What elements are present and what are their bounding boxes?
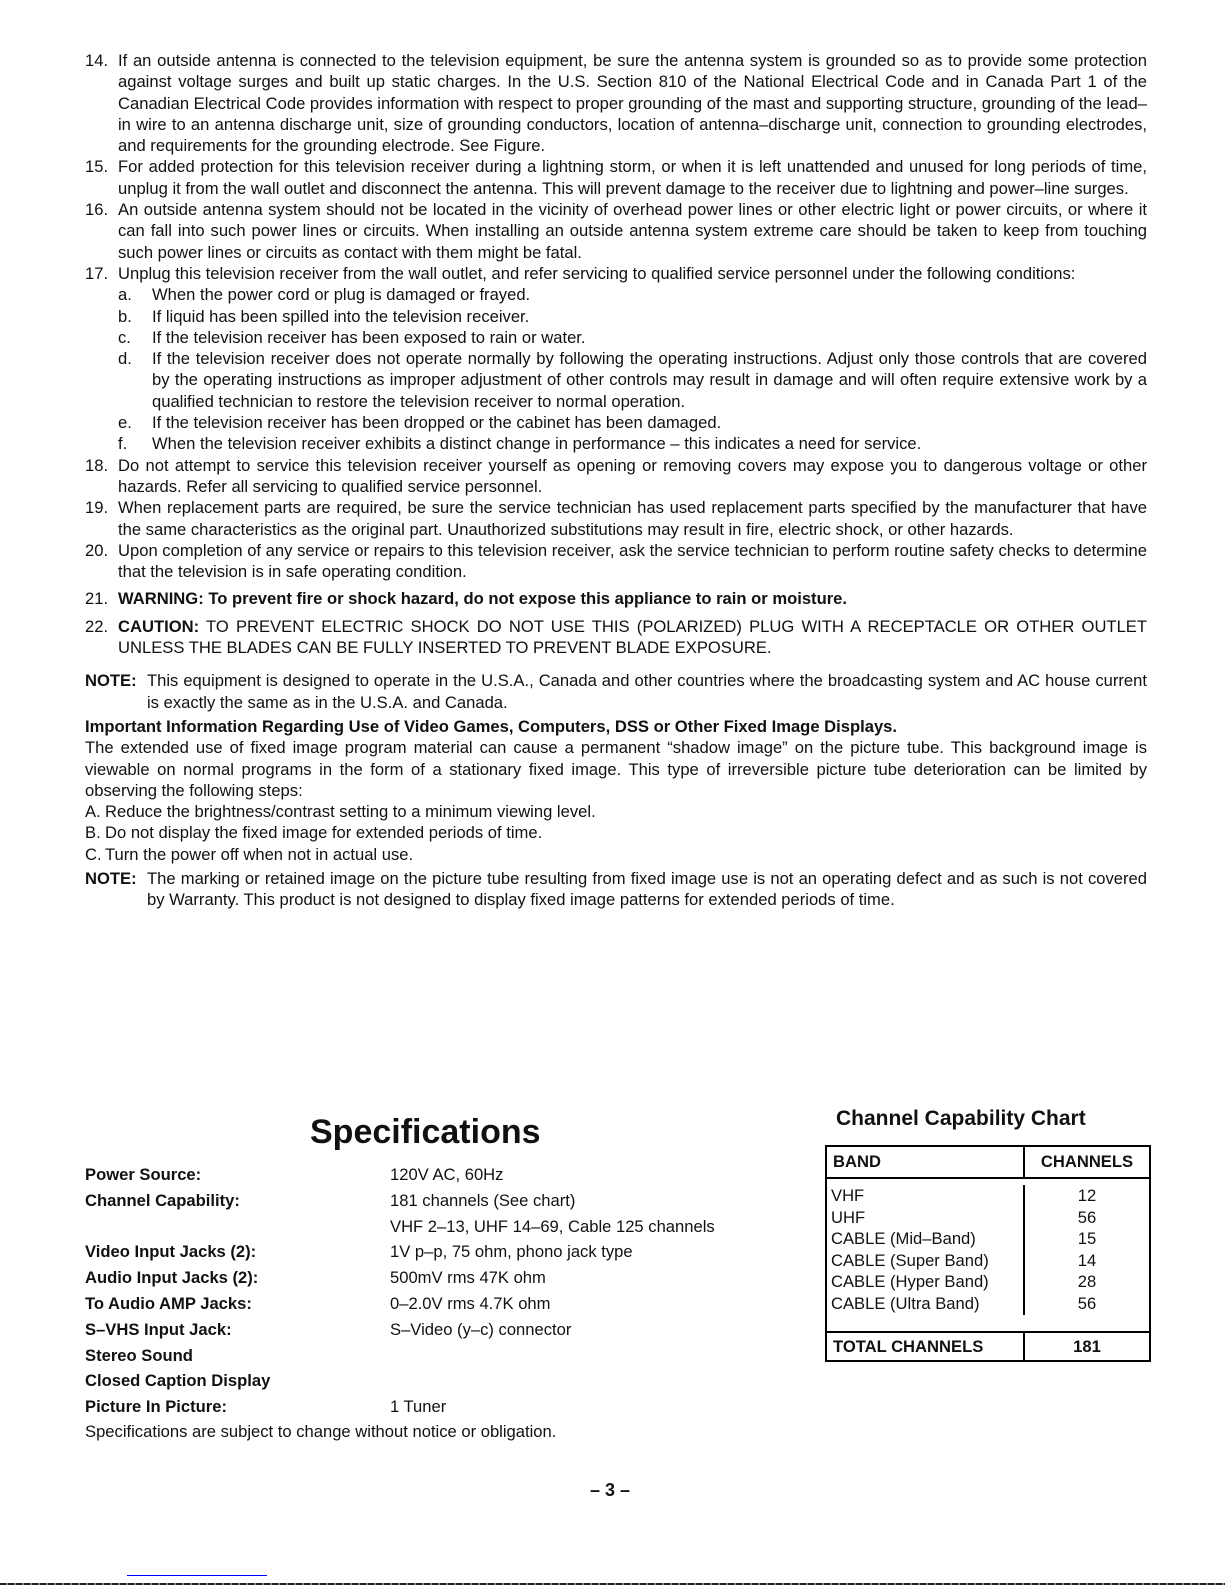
channels-cell: 12: [1077, 1186, 1097, 1205]
item-text: When the power cord or plug is damaged or frayed.: [152, 285, 531, 305]
spec-value: S–Video (y–c) connector: [390, 1319, 572, 1339]
step-item: [85, 844, 1147, 865]
table-header: [827, 1147, 1149, 1179]
item-number: b.: [118, 306, 132, 326]
item-number: 19.: [85, 498, 109, 518]
header-band: BAND: [827, 1147, 1025, 1177]
safety-item-21: [85, 588, 1147, 609]
item-number: d.: [118, 349, 132, 369]
step-letter: A.: [85, 802, 101, 822]
channel-chart-title: Channel Capability Chart: [836, 1107, 1086, 1130]
table-row: [827, 1185, 1149, 1207]
item-text: When replacement parts are required, be sure the service technician has used replacement parts specified by the manufacturer that have the same characteristics as the original part. Unauthorized substitutions may result in fire, electric shock, or other hazards.: [118, 498, 1147, 539]
header-channels: CHANNELS: [1040, 1152, 1134, 1171]
spec-label: To Audio AMP Jacks:: [85, 1293, 252, 1313]
table-row: [827, 1271, 1149, 1293]
band-cell: CABLE (Super Band): [827, 1250, 1025, 1272]
table-row: [827, 1293, 1149, 1315]
spec-value: 1 Tuner: [390, 1397, 447, 1417]
important-text: The extended use of fixed image program material can cause a permanent “shadow image” on the picture tube. This background image is viewable on normal programs in the form of a stationary fixed image. This type of irreversible picture tube deterioration can be limited by observing the following steps:: [85, 738, 1147, 800]
channels-cell: 15: [1077, 1229, 1097, 1249]
table-total-row: [827, 1331, 1149, 1360]
condition-item: [118, 284, 1147, 305]
item-text: If the television receiver has been dropped or the cabinet has been damaged.: [152, 413, 722, 433]
spec-label: Channel Capability:: [85, 1190, 240, 1210]
band-cell: CABLE (Ultra Band): [827, 1293, 1025, 1315]
spec-label: Power Source:: [85, 1165, 202, 1184]
specifications-title: Specifications: [310, 1113, 541, 1151]
item-number: 21.: [85, 589, 109, 609]
item-number: 18.: [85, 455, 109, 475]
spec-label: Closed Caption Display: [85, 1371, 271, 1391]
condition-item: [118, 412, 1147, 433]
item-text: Upon completion of any service or repairs to this television receiver, ask the service technician to perform routine safety checks to determine that the television is in safe operating condition.: [118, 540, 1147, 582]
safety-item: [85, 497, 1147, 540]
page-number: – 3 –: [590, 1480, 631, 1500]
spec-value: VHF 2–13, UHF 14–69, Cable 125 channels: [390, 1216, 715, 1236]
item-number: e.: [118, 413, 132, 433]
note-label: NOTE:: [85, 868, 137, 888]
step-text: Reduce the brightness/contrast setting to a minimum viewing level.: [105, 802, 596, 822]
important-heading: Important Information Regarding Use of Video Games, Computers, DSS or Other Fixed Image Displays.: [85, 716, 898, 736]
band-cell: UHF: [827, 1207, 1025, 1229]
note-label: NOTE:: [85, 671, 137, 691]
band-cell: CABLE (Hyper Band): [827, 1271, 1025, 1293]
item-number: a.: [118, 285, 132, 305]
item-number: c.: [118, 327, 131, 347]
channel-capability-table: [825, 1145, 1151, 1362]
step-letter: C.: [85, 844, 102, 864]
step-item: [85, 801, 1147, 822]
note-text: The marking or retained image on the picture tube resulting from fixed image use is not an operating defect and as such is not covered by Warranty. This product is not designed to display fixed image patterns for extended periods of time.: [147, 868, 1147, 910]
channels-cell: 56: [1077, 1293, 1097, 1313]
item-number: f.: [118, 434, 128, 454]
note-retained-image: [85, 868, 1147, 911]
spec-value: 500mV rms 47K ohm: [390, 1268, 546, 1288]
item-text: If an outside antenna is connected to the television equipment, be sure the antenna system is grounded so as to provide some protection against voltage surges and built up static charges. In the U.S. Section 810 of the National Electrical Code and in Canada Part 1 of the Canadian Electrical Code provides information with respect to proper grounding of the mast and supporting structure, grounding of the lead–in wire to an antenna discharge unit, size of grounding conductors, location of antenna–discharge unit, connection to grounding electrodes, and requirements for the grounding electrode. See Figure.: [118, 51, 1147, 156]
total-value: 181: [1073, 1336, 1101, 1356]
item-number: 15.: [85, 157, 109, 177]
condition-item: [118, 306, 1147, 327]
spec-value: 181 channels (See chart): [390, 1190, 576, 1210]
item-number: 17.: [85, 263, 109, 283]
spec-value: 120V AC, 60Hz: [390, 1165, 504, 1184]
table-row: [827, 1207, 1149, 1229]
channels-cell: 56: [1077, 1207, 1097, 1227]
item-number: 14.: [85, 51, 109, 70]
note-text: This equipment is designed to operate in the U.S.A., Canada and other countries where the broadcasting system and AC house current is exactly the same as in the U.S.A. and Canada.: [147, 671, 1147, 712]
condition-item: [118, 348, 1147, 412]
spec-label: Picture In Picture:: [85, 1397, 228, 1417]
table-row: [827, 1228, 1149, 1250]
caution-text: TO PREVENT ELECTRIC SHOCK DO NOT USE THIS (POLARIZED) PLUG WITH A RECEPTACLE OR OTHER OUTLET UNLESS THE BLADES CAN BE FULLY INSERTED TO PREVENT BLADE EXPOSURE.: [118, 616, 1147, 658]
channels-cell: 14: [1077, 1250, 1097, 1270]
band-cell: CABLE (Mid–Band): [827, 1228, 1025, 1250]
item-number: 22.: [85, 616, 109, 636]
caution-label: CAUTION:: [118, 616, 200, 636]
step-text: Turn the power off when not in actual use.: [105, 844, 414, 864]
step-letter: B.: [85, 823, 101, 843]
spec-label: S–VHS Input Jack:: [85, 1319, 232, 1339]
spec-label: Audio Input Jacks (2):: [85, 1268, 259, 1288]
spec-label: Video Input Jacks (2):: [85, 1242, 257, 1262]
specifications-disclaimer: Specifications are subject to change without notice or obligation.: [85, 1422, 557, 1441]
item-text: Do not attempt to service this television receiver yourself as opening or removing covers may expose you to dangerous voltage or other hazards. Refer all servicing to qualified service personnel.: [118, 455, 1147, 496]
item-text: An outside antenna system should not be located in the vicinity of overhead power lines or other electric light or power circuits, or where it can fall into such power lines or circuits. When installing an outside antenna system extreme care should be taken to keep from touching such power lines or circuits as contact with them might be fatal.: [118, 200, 1147, 262]
band-cell: VHF: [827, 1185, 1025, 1207]
safety-item: [85, 156, 1147, 199]
item-text: If the television receiver has been exposed to rain or water.: [152, 327, 586, 347]
safety-item: [85, 540, 1147, 583]
table-row: [827, 1250, 1149, 1272]
condition-item: [118, 433, 1147, 454]
spec-label: Stereo Sound: [85, 1345, 193, 1365]
item-text: If liquid has been spilled into the television receiver.: [152, 306, 530, 326]
item-text: If the television receiver does not operate normally by following the operating instructions. Adjust only those controls that are covered by the operating instructions as improper adjustment of other controls may result in damage and will often require extensive work by a qualified technician to restore the television receiver to normal operation.: [152, 349, 1147, 411]
spec-value: 1V p–p, 75 ohm, phono jack type: [390, 1242, 633, 1262]
warning-text: WARNING: To prevent fire or shock hazard, do not expose this appliance to rain or moisture.: [118, 589, 848, 609]
safety-item: [85, 455, 1147, 498]
total-label: TOTAL CHANNELS: [827, 1333, 1025, 1360]
safety-item: [85, 263, 1147, 284]
item-text: When the television receiver exhibits a distinct change in performance – this indicates a need for service.: [152, 434, 922, 454]
item-text: For added protection for this television receiver during a lightning storm, or when it is left unattended and unused for long periods of time, unplug it from the wall outlet and disconnect the antenna. This will prevent damage to the receiver due to lightning and power–line surges.: [118, 157, 1147, 198]
condition-item: [118, 327, 1147, 348]
item-number: 16.: [85, 200, 109, 220]
safety-instructions: [85, 50, 1147, 911]
item-number: 20.: [85, 540, 109, 560]
step-text: Do not display the fixed image for extended periods of time.: [105, 823, 543, 843]
item-text: Unplug this television receiver from the wall outlet, and refer servicing to qualified service personnel under the following conditions:: [118, 263, 1076, 283]
safety-item-22: [85, 616, 1147, 659]
channels-cell: 28: [1077, 1272, 1097, 1292]
step-item: [85, 822, 1147, 843]
spec-value: 0–2.0V rms 4.7K ohm: [390, 1293, 551, 1313]
link-underline: [127, 1575, 267, 1576]
safety-item: [85, 50, 1147, 156]
safety-item: [85, 199, 1147, 263]
note-equipment: [85, 670, 1147, 713]
